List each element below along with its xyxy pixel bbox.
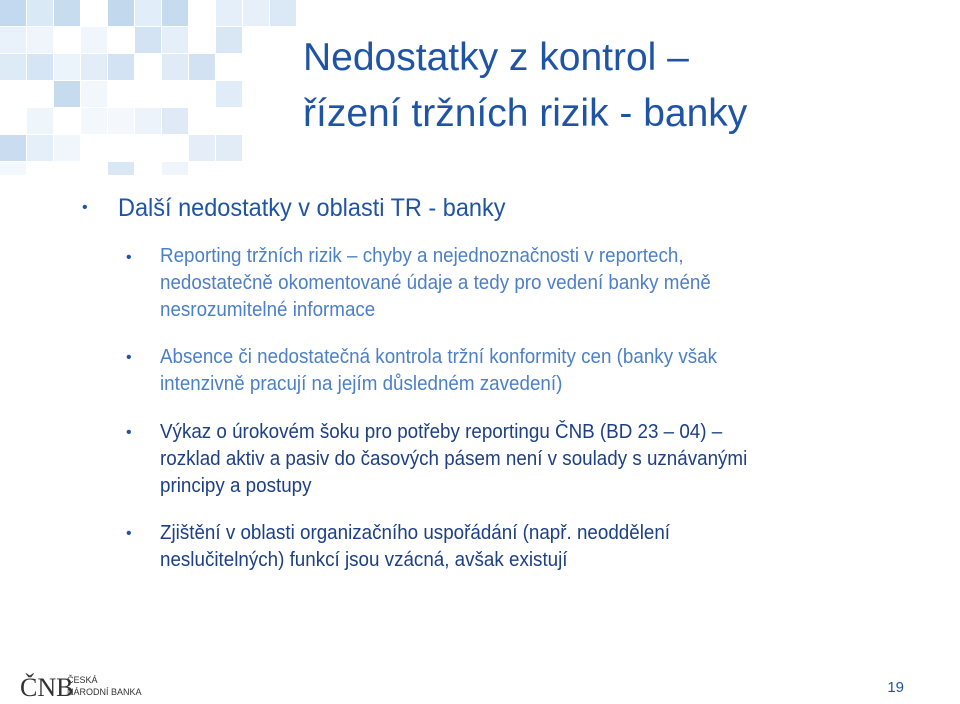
sub-bullet-line: nesrozumitelné informace: [160, 299, 376, 321]
cnb-logo: [20, 669, 150, 703]
mosaic-tile: [108, 0, 134, 26]
title-line-1: Nedostatky z kontrol –: [303, 36, 689, 79]
sub-bullet-zjisteni: [160, 520, 818, 574]
mosaic-tile: [0, 54, 26, 80]
main-bullet-text: Další nedostatky v oblasti TR - banky: [118, 194, 506, 222]
sub-bullet-absence: [160, 344, 818, 398]
main-bullet-icon: •: [82, 199, 88, 216]
sub-bullet-icon: •: [126, 249, 132, 266]
mosaic-tile: [108, 54, 134, 80]
mosaic-tile: [216, 135, 242, 161]
mosaic-tile: [216, 81, 242, 107]
mosaic-tile: [189, 135, 215, 161]
sub-bullet-vykaz: [160, 419, 818, 500]
mosaic-tile: [162, 162, 188, 175]
mosaic-tile: [81, 27, 107, 53]
slide-title: [303, 30, 943, 142]
mosaic-tile: [108, 108, 134, 134]
title-line-2: řízení tržních rizik - banky: [303, 92, 748, 135]
mosaic-tile: [243, 0, 269, 26]
sub-bullet-icon: •: [126, 525, 132, 542]
sub-bullet-icon: •: [126, 424, 132, 441]
sub-bullet-reporting: [160, 243, 818, 324]
mosaic-tile: [135, 0, 161, 26]
mosaic-tile: [0, 135, 26, 161]
mosaic-tile: [0, 162, 26, 175]
sub-bullet-line: rozklad aktiv a pasiv do časových pásem není v soulady s uznávanými: [160, 448, 748, 470]
mosaic-tile: [27, 54, 53, 80]
logo-line-2: NÁRODNÍ BANKA: [67, 687, 142, 697]
sub-bullet-line: principy a postupy: [160, 475, 312, 497]
logo-mark: ČNB: [20, 673, 74, 702]
sub-bullet-line: Reporting tržních rizik – chyby a nejednoznačnosti v reportech,: [160, 245, 684, 267]
mosaic-tile: [81, 54, 107, 80]
mosaic-tile: [27, 0, 53, 26]
mosaic-tile: [216, 0, 242, 26]
mosaic-tile: [135, 108, 161, 134]
mosaic-tile: [135, 27, 161, 53]
sub-bullet-line: intenzivně pracují na jejím důsledném zavedení): [160, 373, 563, 395]
mosaic-tile: [27, 108, 53, 134]
mosaic-tile: [162, 0, 188, 26]
mosaic-tile: [54, 135, 80, 161]
mosaic-tile: [54, 54, 80, 80]
mosaic-tile: [216, 27, 242, 53]
sub-bullet-line: Zjištění v oblasti organizačního uspořádání (např. neoddělení: [160, 522, 671, 544]
decorative-mosaic: [0, 0, 300, 175]
mosaic-tile: [0, 27, 26, 53]
mosaic-tile: [27, 135, 53, 161]
mosaic-tile: [0, 0, 26, 26]
logo-line-1: ČESKÁ: [67, 675, 98, 685]
sub-bullet-line: Absence či nedostatečná kontrola tržní konformity cen (banky však: [160, 346, 717, 368]
mosaic-tile: [162, 27, 188, 53]
mosaic-tile: [162, 54, 188, 80]
mosaic-tile: [27, 27, 53, 53]
sub-bullet-line: neslučitelných) funkcí jsou vzácná, avšak existují: [160, 549, 568, 571]
mosaic-tile: [54, 81, 80, 107]
mosaic-tile: [162, 108, 188, 134]
page-number: 19: [887, 679, 904, 696]
sub-bullet-icon: •: [126, 349, 132, 366]
mosaic-tile: [189, 54, 215, 80]
sub-bullet-line: Výkaz o úrokovém šoku pro potřeby reportingu ČNB (BD 23 – 04) –: [160, 421, 723, 443]
mosaic-tile: [270, 0, 296, 26]
mosaic-tile: [54, 0, 80, 26]
sub-bullet-line: nedostatečně okomentované údaje a tedy pro vedení banky méně: [160, 272, 711, 294]
mosaic-tile: [81, 108, 107, 134]
mosaic-tile: [81, 81, 107, 107]
mosaic-tile: [108, 162, 134, 175]
